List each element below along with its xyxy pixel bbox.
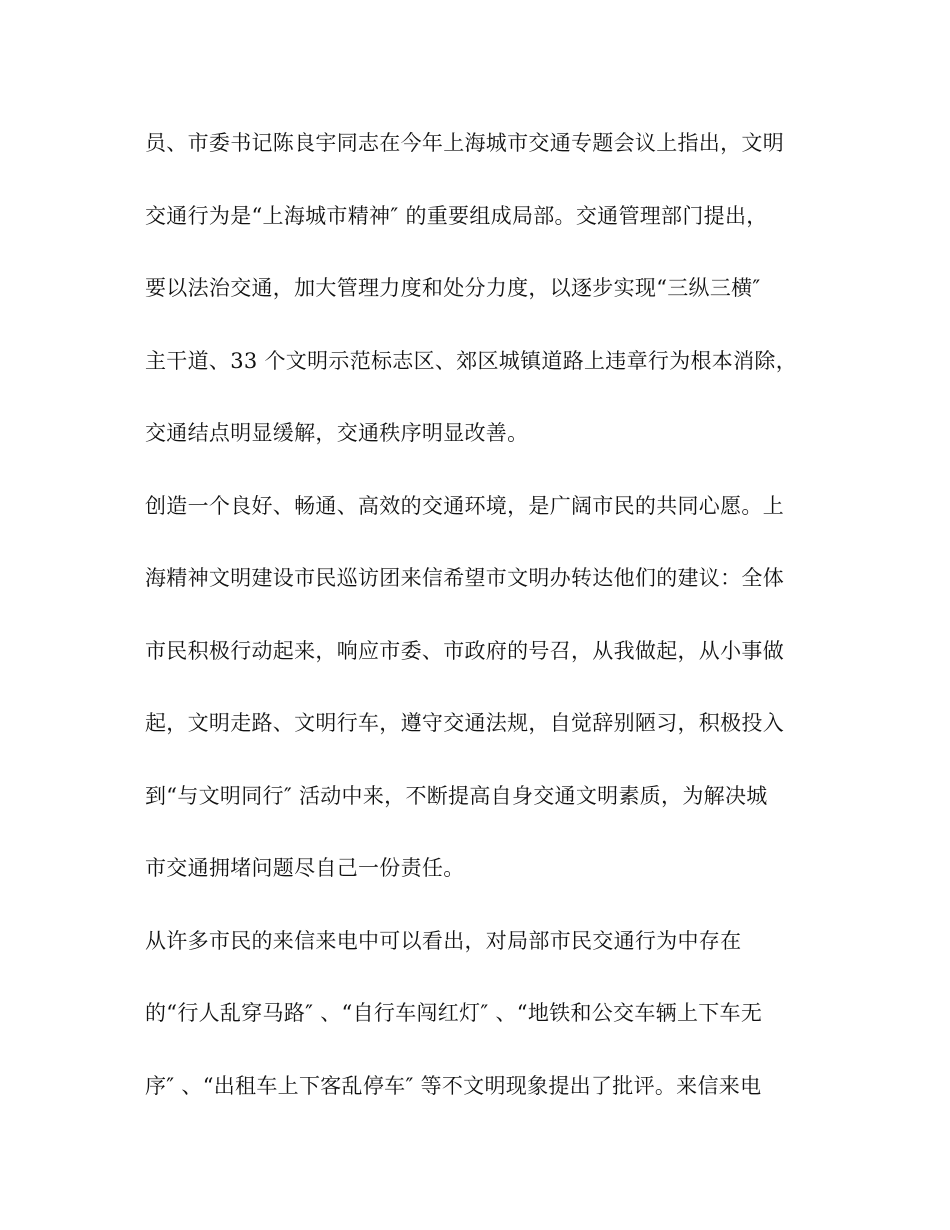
text-line: 交通行为是“上海城市精神″ 的重要组成局部。交通管理部门提出， [145,204,768,228]
text-line: 到“与文明同行″ 活动中来，不断提高自身交通文明素质，为解决城 [145,784,768,808]
text-line: 市交通拥堵问题尽自己一份责任。 [145,856,465,880]
text-line: 市民积极行动起来，响应市委、市政府的号召，从我做起，从小事做 [145,639,784,663]
text-line: 主干道、33 个文明示范标志区、郊区城镇道路上违章行为根本消除， [145,349,797,373]
text-line: 起，文明走路、文明行车，遵守交通法规，自觉辞别陋习，积极投入 [145,711,784,735]
text-line: 创造一个良好、畅通、高效的交通环境，是广阔市民的共同心愿。上 [145,494,784,518]
text-line: 从许多市民的来信来电中可以看出，对局部市民交通行为中存在 [145,929,742,953]
text-line: 海精神文明建设市民巡访团来信希望市文明办转达他们的建议：全体 [145,566,784,590]
text-line: 的“行人乱穿马路″ 、“自行车闯红灯″ 、“地铁和公交车辆上下车无 [145,1001,763,1025]
text-line: 要以法治交通，加大管理力度和处分力度，以逐步实现“三纵三横″ [145,276,761,300]
text-line: 交通结点明显缓解，交通秩序明显改善。 [145,421,529,445]
text-line: 序″ 、“出租车上下客乱停车″ 等不文明现象提出了批评。来信来电 [145,1074,762,1098]
text-line: 员、市委书记陈良宇同志在今年上海城市交通专题会议上指出，文明 [145,131,784,155]
